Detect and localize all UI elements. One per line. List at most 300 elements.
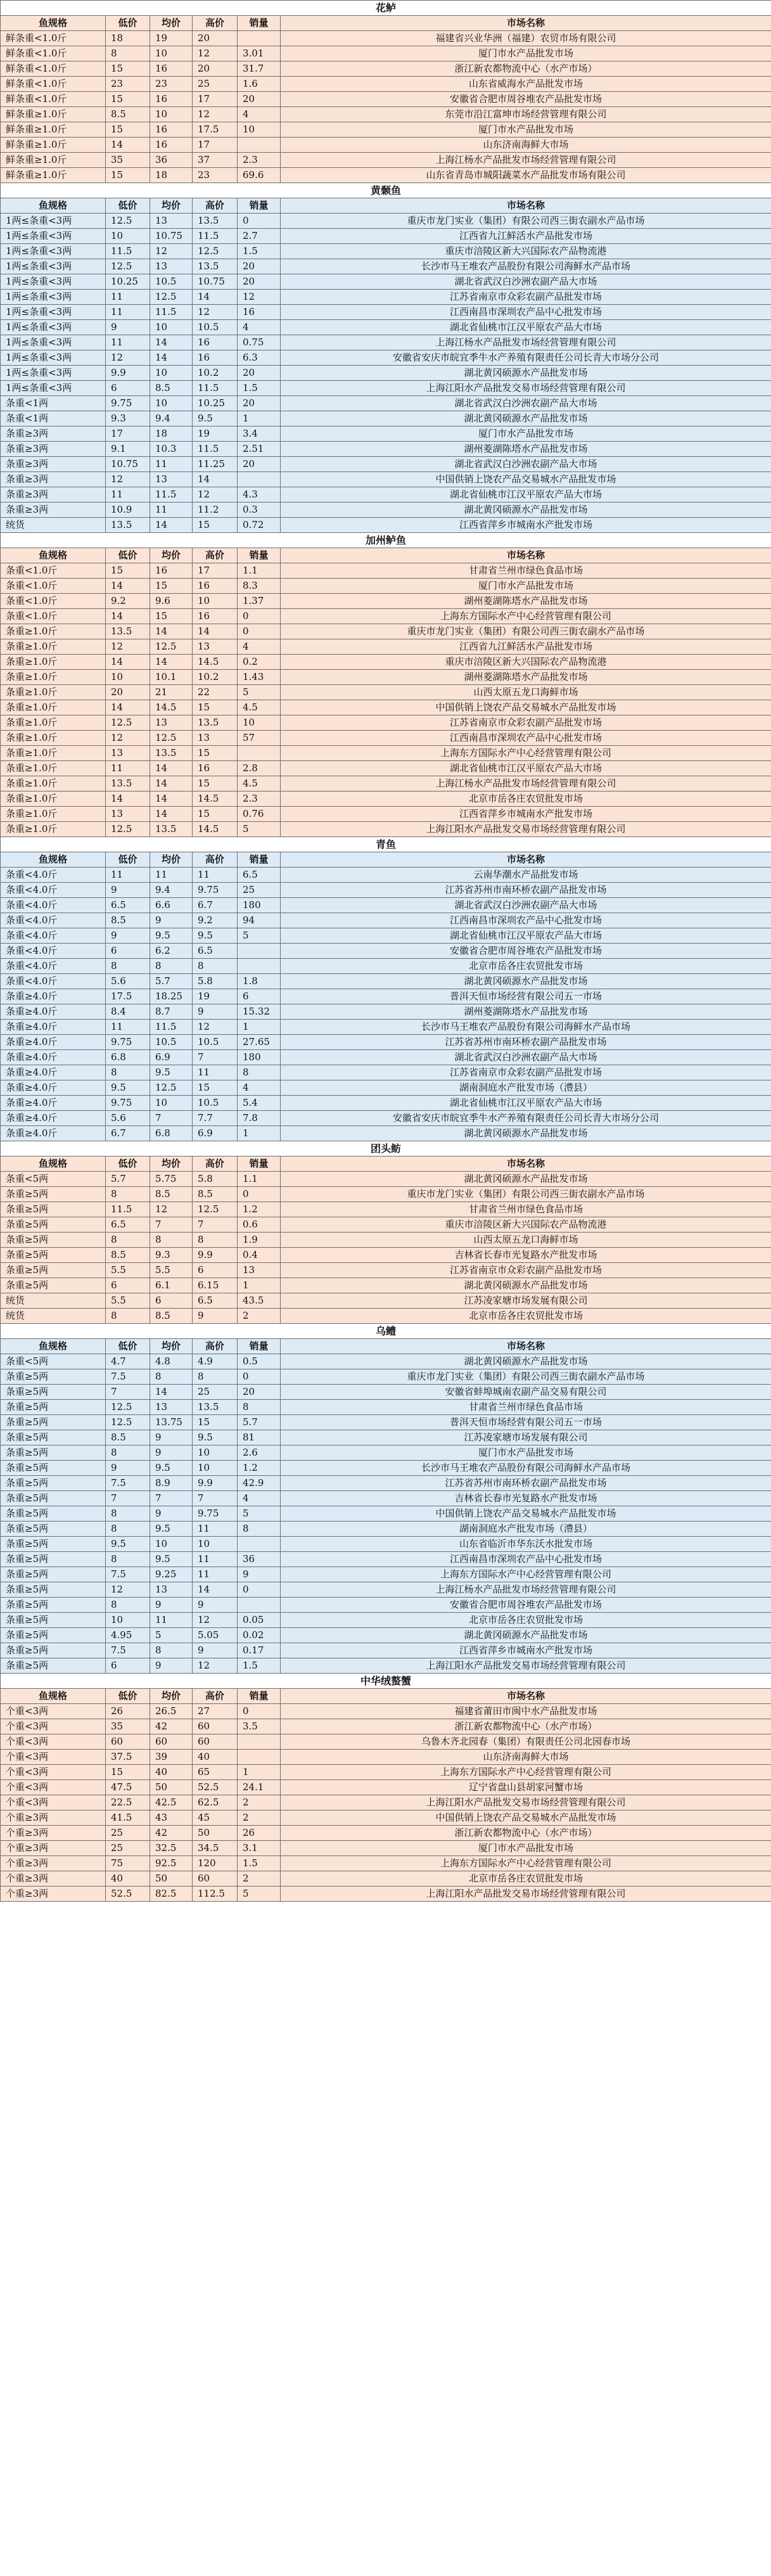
avg-price-cell: 11 [150, 868, 193, 883]
fish-spec-cell: 条重≥5两 [1, 1202, 106, 1217]
high-price-cell: 9.9 [193, 1476, 238, 1491]
low-price-cell: 9 [106, 320, 150, 335]
sales-volume-cell: 69.6 [238, 168, 281, 183]
market-name-cell: 上海江杨水产品批发市场经营管理有限公司 [281, 153, 771, 168]
low-price-cell: 18 [106, 31, 150, 46]
section-title-row [1, 1324, 771, 1339]
column-header-high-price: 高价 [193, 198, 238, 214]
high-price-cell: 40 [193, 1750, 238, 1765]
sales-volume-cell: 1.8 [238, 974, 281, 989]
high-price-cell: 15 [193, 1415, 238, 1430]
fish-spec-cell: 条重≥1.0斤 [1, 685, 106, 700]
low-price-cell: 8.4 [106, 1004, 150, 1020]
low-price-cell: 40 [106, 1871, 150, 1887]
column-header-row [1, 1339, 771, 1354]
table-row [1, 350, 771, 366]
sales-volume-cell: 1.37 [238, 594, 281, 609]
low-price-cell: 6 [106, 1658, 150, 1674]
avg-price-cell: 4.8 [150, 1354, 193, 1369]
avg-price-cell: 10 [150, 396, 193, 411]
market-name-cell: 江苏省南京市众彩农副产品批发市场 [281, 290, 771, 305]
table-row [1, 1887, 771, 1902]
table-row [1, 685, 771, 700]
table-row [1, 1613, 771, 1628]
fish-spec-cell: 条重<1两 [1, 411, 106, 426]
low-price-cell: 35 [106, 1719, 150, 1734]
fish-spec-cell: 鲜条重≥1.0斤 [1, 138, 106, 153]
fish-spec-cell: 条重<1.0斤 [1, 609, 106, 624]
high-price-cell: 16 [193, 335, 238, 350]
column-header-high-price: 高价 [193, 548, 238, 563]
avg-price-cell: 7 [150, 1217, 193, 1233]
fish-spec-cell: 1两≤条重<3两 [1, 244, 106, 259]
avg-price-cell: 11 [150, 457, 193, 472]
fish-spec-cell: 个重<3两 [1, 1780, 106, 1795]
market-name-cell: 甘肃省兰州市绿色食品市场 [281, 1202, 771, 1217]
sales-volume-cell: 1.43 [238, 670, 281, 685]
table-row [1, 700, 771, 715]
avg-price-cell: 18 [150, 168, 193, 183]
low-price-cell: 12.5 [106, 1415, 150, 1430]
low-price-cell: 13.5 [106, 624, 150, 639]
sales-volume-cell: 3.5 [238, 1719, 281, 1734]
low-price-cell: 7 [106, 1385, 150, 1400]
low-price-cell: 22.5 [106, 1795, 150, 1810]
market-name-cell: 安徽省合肥市周谷堆农产品批发市场 [281, 92, 771, 107]
sales-volume-cell: 0.3 [238, 503, 281, 518]
sales-volume-cell: 0 [238, 624, 281, 639]
avg-price-cell: 82.5 [150, 1887, 193, 1902]
table-row [1, 1826, 771, 1841]
market-name-cell: 东莞市沿江富坤市场经营管理有限公司 [281, 107, 771, 122]
avg-price-cell: 10.75 [150, 229, 193, 244]
high-price-cell: 10.2 [193, 366, 238, 381]
market-name-cell: 中国供销上饶农产品交易城水产品批发市场 [281, 700, 771, 715]
table-row [1, 1491, 771, 1506]
column-header-fish-spec: 鱼规格 [1, 548, 106, 563]
market-name-cell: 湖北省武汉白沙洲农副产品大市场 [281, 274, 771, 290]
table-row [1, 1841, 771, 1856]
sales-volume-cell: 0.6 [238, 1217, 281, 1233]
table-row [1, 776, 771, 791]
fish-spec-cell: 条重≥5两 [1, 1385, 106, 1400]
high-price-cell: 12 [193, 487, 238, 503]
avg-price-cell: 10.5 [150, 1035, 193, 1050]
low-price-cell: 14 [106, 579, 150, 594]
column-header-market-name: 市场名称 [281, 1157, 771, 1172]
column-header-avg-price: 均价 [150, 16, 193, 31]
table-row [1, 563, 771, 579]
market-name-cell: 北京市岳各庄农贸批发市场 [281, 791, 771, 807]
table-row [1, 1263, 771, 1278]
table-row [1, 807, 771, 822]
fish-spec-cell: 个重≥3两 [1, 1871, 106, 1887]
avg-price-cell: 9.5 [150, 1522, 193, 1537]
high-price-cell: 10.75 [193, 274, 238, 290]
high-price-cell: 13.5 [193, 259, 238, 274]
sales-volume-cell: 2 [238, 1309, 281, 1324]
column-header-fish-spec: 鱼规格 [1, 852, 106, 868]
avg-price-cell: 8 [150, 959, 193, 974]
fish-spec-cell: 鲜条重<1.0斤 [1, 92, 106, 107]
low-price-cell: 8 [106, 1522, 150, 1537]
table-row [1, 1461, 771, 1476]
section-title-row [1, 533, 771, 548]
low-price-cell: 9.75 [106, 1096, 150, 1111]
market-name-cell: 湖州菱湖陈塔水产品批发市场 [281, 670, 771, 685]
market-name-cell: 上海江阳水产品批发交易市场经营管理有限公司 [281, 1658, 771, 1674]
market-name-cell: 重庆市龙门实业（集团）有限公司西三街农副水产品市场 [281, 624, 771, 639]
high-price-cell: 11.5 [193, 229, 238, 244]
low-price-cell: 17 [106, 426, 150, 442]
column-header-fish-spec: 鱼规格 [1, 198, 106, 214]
fish-spec-cell: 条重≥5两 [1, 1187, 106, 1202]
table-row [1, 92, 771, 107]
sales-volume-cell: 13 [238, 1263, 281, 1278]
fish-spec-cell: 条重≥5两 [1, 1461, 106, 1476]
market-name-cell: 山东济南海鲜大市场 [281, 138, 771, 153]
low-price-cell: 5.6 [106, 1111, 150, 1126]
column-header-row [1, 16, 771, 31]
low-price-cell: 13 [106, 807, 150, 822]
low-price-cell: 9.75 [106, 396, 150, 411]
low-price-cell: 6 [106, 944, 150, 959]
sales-volume-cell [238, 1598, 281, 1613]
market-name-cell: 安徽省合肥市周谷堆农产品批发市场 [281, 944, 771, 959]
sales-volume-cell: 0.75 [238, 335, 281, 350]
market-name-cell: 江西南昌市深圳农产品中心批发市场 [281, 1552, 771, 1567]
avg-price-cell: 14 [150, 791, 193, 807]
sales-volume-cell: 20 [238, 366, 281, 381]
sales-volume-cell: 7.8 [238, 1111, 281, 1126]
low-price-cell: 9.5 [106, 1080, 150, 1096]
sales-volume-cell: 1 [238, 1278, 281, 1293]
fish-spec-cell: 个重<3两 [1, 1734, 106, 1750]
avg-price-cell: 14 [150, 350, 193, 366]
market-name-cell: 长沙市马王堆农产品股份有限公司海鲜水产品市场 [281, 1461, 771, 1476]
avg-price-cell: 12.5 [150, 1080, 193, 1096]
market-name-cell: 湖南洞庭水产批发市场（澧县） [281, 1522, 771, 1537]
market-name-cell: 上海江阳水产品批发交易市场经营管理有限公司 [281, 381, 771, 396]
fish-spec-cell: 1两≤条重<3两 [1, 366, 106, 381]
low-price-cell: 7.5 [106, 1567, 150, 1582]
low-price-cell: 23 [106, 77, 150, 92]
fish-spec-cell: 条重<1.0斤 [1, 563, 106, 579]
low-price-cell: 14 [106, 609, 150, 624]
low-price-cell: 20 [106, 685, 150, 700]
sales-volume-cell: 16 [238, 305, 281, 320]
table-row [1, 1810, 771, 1826]
low-price-cell: 9 [106, 1461, 150, 1476]
market-name-cell: 江西南昌市深圳农产品中心批发市场 [281, 731, 771, 746]
low-price-cell: 11 [106, 290, 150, 305]
high-price-cell: 16 [193, 609, 238, 624]
high-price-cell: 9.75 [193, 883, 238, 898]
sales-volume-cell: 0.02 [238, 1628, 281, 1643]
fish-spec-cell: 条重<5两 [1, 1172, 106, 1187]
market-name-cell: 湖北黄冈硕源水产品批发市场 [281, 1126, 771, 1141]
column-header-low-price: 低价 [106, 1689, 150, 1704]
avg-price-cell: 9 [150, 913, 193, 928]
fish-spec-cell: 个重≥3两 [1, 1856, 106, 1871]
high-price-cell: 12 [193, 1658, 238, 1674]
high-price-cell: 8 [193, 959, 238, 974]
market-name-cell: 上海江阳水产品批发交易市场经营管理有限公司 [281, 1887, 771, 1902]
fish-spec-cell: 条重<4.0斤 [1, 883, 106, 898]
table-row [1, 472, 771, 487]
sales-volume-cell: 43.5 [238, 1293, 281, 1309]
market-name-cell: 厦门市水产品批发市场 [281, 122, 771, 138]
fish-spec-cell: 条重≥4.0斤 [1, 1035, 106, 1050]
high-price-cell: 10 [193, 1461, 238, 1476]
high-price-cell: 65 [193, 1765, 238, 1780]
avg-price-cell: 5.7 [150, 974, 193, 989]
high-price-cell: 12 [193, 305, 238, 320]
low-price-cell: 26 [106, 1704, 150, 1719]
sales-volume-cell: 0.76 [238, 807, 281, 822]
sales-volume-cell: 26 [238, 1826, 281, 1841]
fish-spec-cell: 条重<1.0斤 [1, 594, 106, 609]
low-price-cell: 5.5 [106, 1263, 150, 1278]
high-price-cell: 8 [193, 1369, 238, 1385]
avg-price-cell: 6.8 [150, 1126, 193, 1141]
table-row [1, 229, 771, 244]
sales-volume-cell: 1.2 [238, 1461, 281, 1476]
fish-spec-cell: 条重≥5两 [1, 1522, 106, 1537]
table-row [1, 1369, 771, 1385]
avg-price-cell: 6.9 [150, 1050, 193, 1065]
low-price-cell: 15 [106, 122, 150, 138]
sales-volume-cell: 4 [238, 639, 281, 655]
avg-price-cell: 12.5 [150, 639, 193, 655]
avg-price-cell: 9 [150, 1598, 193, 1613]
high-price-cell: 9 [193, 1309, 238, 1324]
market-name-cell: 江苏省南京市众彩农副产品批发市场 [281, 1263, 771, 1278]
column-header-sales-volume: 销量 [238, 1339, 281, 1354]
table-row [1, 214, 771, 229]
avg-price-cell: 10.3 [150, 442, 193, 457]
sales-volume-cell: 0 [238, 1704, 281, 1719]
table-row [1, 320, 771, 335]
low-price-cell: 4.95 [106, 1628, 150, 1643]
fish-spec-cell: 条重<4.0斤 [1, 913, 106, 928]
avg-price-cell: 8.7 [150, 1004, 193, 1020]
sales-volume-cell [238, 944, 281, 959]
column-header-avg-price: 均价 [150, 548, 193, 563]
sales-volume-cell: 1.6 [238, 77, 281, 92]
table-row [1, 1309, 771, 1324]
avg-price-cell: 9.6 [150, 594, 193, 609]
sales-volume-cell: 10 [238, 715, 281, 731]
table-row [1, 1248, 771, 1263]
market-name-cell: 湖北黄冈硕源水产品批发市场 [281, 503, 771, 518]
fish-spec-cell: 条重≥1.0斤 [1, 791, 106, 807]
low-price-cell: 75 [106, 1856, 150, 1871]
market-name-cell: 厦门市水产品批发市场 [281, 46, 771, 61]
market-name-cell: 甘肃省兰州市绿色食品市场 [281, 1400, 771, 1415]
low-price-cell: 9.3 [106, 411, 150, 426]
table-row [1, 624, 771, 639]
sales-volume-cell [238, 472, 281, 487]
low-price-cell: 8.5 [106, 1248, 150, 1263]
fish-spec-cell: 条重≥1.0斤 [1, 655, 106, 670]
table-row [1, 1765, 771, 1780]
table-row [1, 761, 771, 776]
column-header-fish-spec: 鱼规格 [1, 1157, 106, 1172]
low-price-cell: 10.9 [106, 503, 150, 518]
column-header-low-price: 低价 [106, 1157, 150, 1172]
fish-spec-cell: 个重≥3两 [1, 1887, 106, 1902]
fish-spec-cell: 个重≥3两 [1, 1826, 106, 1841]
avg-price-cell: 10 [150, 107, 193, 122]
low-price-cell: 52.5 [106, 1887, 150, 1902]
low-price-cell: 15 [106, 61, 150, 77]
high-price-cell: 11.5 [193, 381, 238, 396]
fish-spec-cell: 1两≤条重<3两 [1, 350, 106, 366]
fish-spec-cell: 1两≤条重<3两 [1, 229, 106, 244]
market-name-cell: 辽宁省盘山县胡家河蟹市场 [281, 1780, 771, 1795]
fish-spec-cell: 条重≥4.0斤 [1, 1004, 106, 1020]
fish-spec-cell: 条重<4.0斤 [1, 928, 106, 944]
column-header-row [1, 198, 771, 214]
high-price-cell: 50 [193, 1826, 238, 1841]
avg-price-cell: 13.75 [150, 1415, 193, 1430]
low-price-cell: 14 [106, 791, 150, 807]
high-price-cell: 11.25 [193, 457, 238, 472]
low-price-cell: 12 [106, 350, 150, 366]
column-header-fish-spec: 鱼规格 [1, 16, 106, 31]
low-price-cell: 13 [106, 746, 150, 761]
column-header-avg-price: 均价 [150, 1339, 193, 1354]
high-price-cell: 12 [193, 1020, 238, 1035]
avg-price-cell: 14 [150, 776, 193, 791]
market-name-cell: 重庆市龙门实业（集团）有限公司西三街农副水产品市场 [281, 214, 771, 229]
avg-price-cell: 92.5 [150, 1856, 193, 1871]
market-name-cell: 江苏省南京市众彩农副产品批发市场 [281, 1065, 771, 1080]
fish-spec-cell: 1两≤条重<3两 [1, 259, 106, 274]
high-price-cell: 9.75 [193, 1506, 238, 1522]
table-row [1, 883, 771, 898]
fish-spec-cell: 条重≥1.0斤 [1, 731, 106, 746]
low-price-cell: 8 [106, 46, 150, 61]
sales-volume-cell: 0.4 [238, 1248, 281, 1263]
market-name-cell: 安徽省蚌埠城南农副产品交易有限公司 [281, 1385, 771, 1400]
sales-volume-cell: 1.2 [238, 1202, 281, 1217]
sales-volume-cell: 4 [238, 107, 281, 122]
sales-volume-cell: 4.5 [238, 700, 281, 715]
sales-volume-cell: 2 [238, 1871, 281, 1887]
low-price-cell: 9 [106, 883, 150, 898]
avg-price-cell: 26.5 [150, 1704, 193, 1719]
avg-price-cell: 14 [150, 807, 193, 822]
avg-price-cell: 9 [150, 1445, 193, 1461]
high-price-cell: 4.9 [193, 1354, 238, 1369]
avg-price-cell: 16 [150, 563, 193, 579]
market-name-cell: 安徽省安庆市皖宜季牛水产养殖有限责任公司长青大市场分公司 [281, 1111, 771, 1126]
fish-spec-cell: 个重<3两 [1, 1704, 106, 1719]
market-name-cell: 厦门市水产品批发市场 [281, 1841, 771, 1856]
fish-spec-cell: 鲜条重≥1.0斤 [1, 107, 106, 122]
high-price-cell: 11.2 [193, 503, 238, 518]
high-price-cell: 14 [193, 290, 238, 305]
high-price-cell: 15 [193, 776, 238, 791]
fish-spec-cell: 条重<4.0斤 [1, 898, 106, 913]
table-row [1, 1050, 771, 1065]
avg-price-cell: 8 [150, 1643, 193, 1658]
low-price-cell: 7.5 [106, 1643, 150, 1658]
section-title: 青鱼 [1, 837, 771, 852]
market-name-cell: 上海江杨水产品批发市场经营管理有限公司 [281, 776, 771, 791]
low-price-cell: 10.25 [106, 274, 150, 290]
high-price-cell: 10 [193, 1445, 238, 1461]
fish-spec-cell: 鲜条重≥1.0斤 [1, 153, 106, 168]
high-price-cell: 34.5 [193, 1841, 238, 1856]
market-name-cell: 重庆市涪陵区新大兴国际农产品物流港 [281, 1217, 771, 1233]
high-price-cell: 112.5 [193, 1887, 238, 1902]
market-name-cell: 吉林省长春市光复路水产批发市场 [281, 1248, 771, 1263]
table-row [1, 1187, 771, 1202]
high-price-cell: 11 [193, 1552, 238, 1567]
sales-volume-cell [238, 1537, 281, 1552]
table-row [1, 1582, 771, 1598]
fish-spec-cell: 条重≥5两 [1, 1217, 106, 1233]
fish-spec-cell: 条重≥5两 [1, 1537, 106, 1552]
sales-volume-cell: 5.4 [238, 1096, 281, 1111]
low-price-cell: 8 [106, 1552, 150, 1567]
fish-spec-cell: 条重≥1.0斤 [1, 761, 106, 776]
high-price-cell: 6.9 [193, 1126, 238, 1141]
fish-spec-cell: 条重<4.0斤 [1, 944, 106, 959]
low-price-cell: 8.5 [106, 107, 150, 122]
high-price-cell: 7 [193, 1050, 238, 1065]
fish-spec-cell: 条重≥5两 [1, 1506, 106, 1522]
avg-price-cell: 6.1 [150, 1278, 193, 1293]
table-row [1, 107, 771, 122]
sales-volume-cell: 2.6 [238, 1445, 281, 1461]
sales-volume-cell: 5 [238, 685, 281, 700]
high-price-cell: 10 [193, 1537, 238, 1552]
avg-price-cell: 13.5 [150, 822, 193, 837]
sales-volume-cell: 27.65 [238, 1035, 281, 1050]
sales-volume-cell: 10 [238, 122, 281, 138]
fish-spec-cell: 1两≤条重<3两 [1, 381, 106, 396]
fish-spec-cell: 条重≥3两 [1, 442, 106, 457]
fish-spec-cell: 条重≥4.0斤 [1, 1126, 106, 1141]
table-row [1, 1476, 771, 1491]
low-price-cell: 12 [106, 639, 150, 655]
fish-spec-cell: 条重≥3两 [1, 503, 106, 518]
fish-spec-cell: 条重≥5两 [1, 1643, 106, 1658]
low-price-cell: 8 [106, 1506, 150, 1522]
section-title-row [1, 837, 771, 852]
low-price-cell: 15 [106, 92, 150, 107]
avg-price-cell: 8.5 [150, 1187, 193, 1202]
market-name-cell: 湖北省仙桃市江汉平原农产品大市场 [281, 320, 771, 335]
column-header-high-price: 高价 [193, 1339, 238, 1354]
low-price-cell: 14 [106, 700, 150, 715]
section-title: 加州鲈鱼 [1, 533, 771, 548]
low-price-cell: 8.5 [106, 913, 150, 928]
fish-spec-cell: 个重≥3两 [1, 1841, 106, 1856]
fish-spec-cell: 1两≤条重<3两 [1, 320, 106, 335]
market-name-cell: 上海江阳水产品批发交易市场经营管理有限公司 [281, 1795, 771, 1810]
fish-spec-cell: 鲜条重≥1.0斤 [1, 122, 106, 138]
table-row [1, 1658, 771, 1674]
market-name-cell: 福建省莆田市闽中水产品批发市场 [281, 1704, 771, 1719]
avg-price-cell: 13 [150, 715, 193, 731]
high-price-cell: 9 [193, 1004, 238, 1020]
fish-spec-cell: 条重≥3两 [1, 472, 106, 487]
